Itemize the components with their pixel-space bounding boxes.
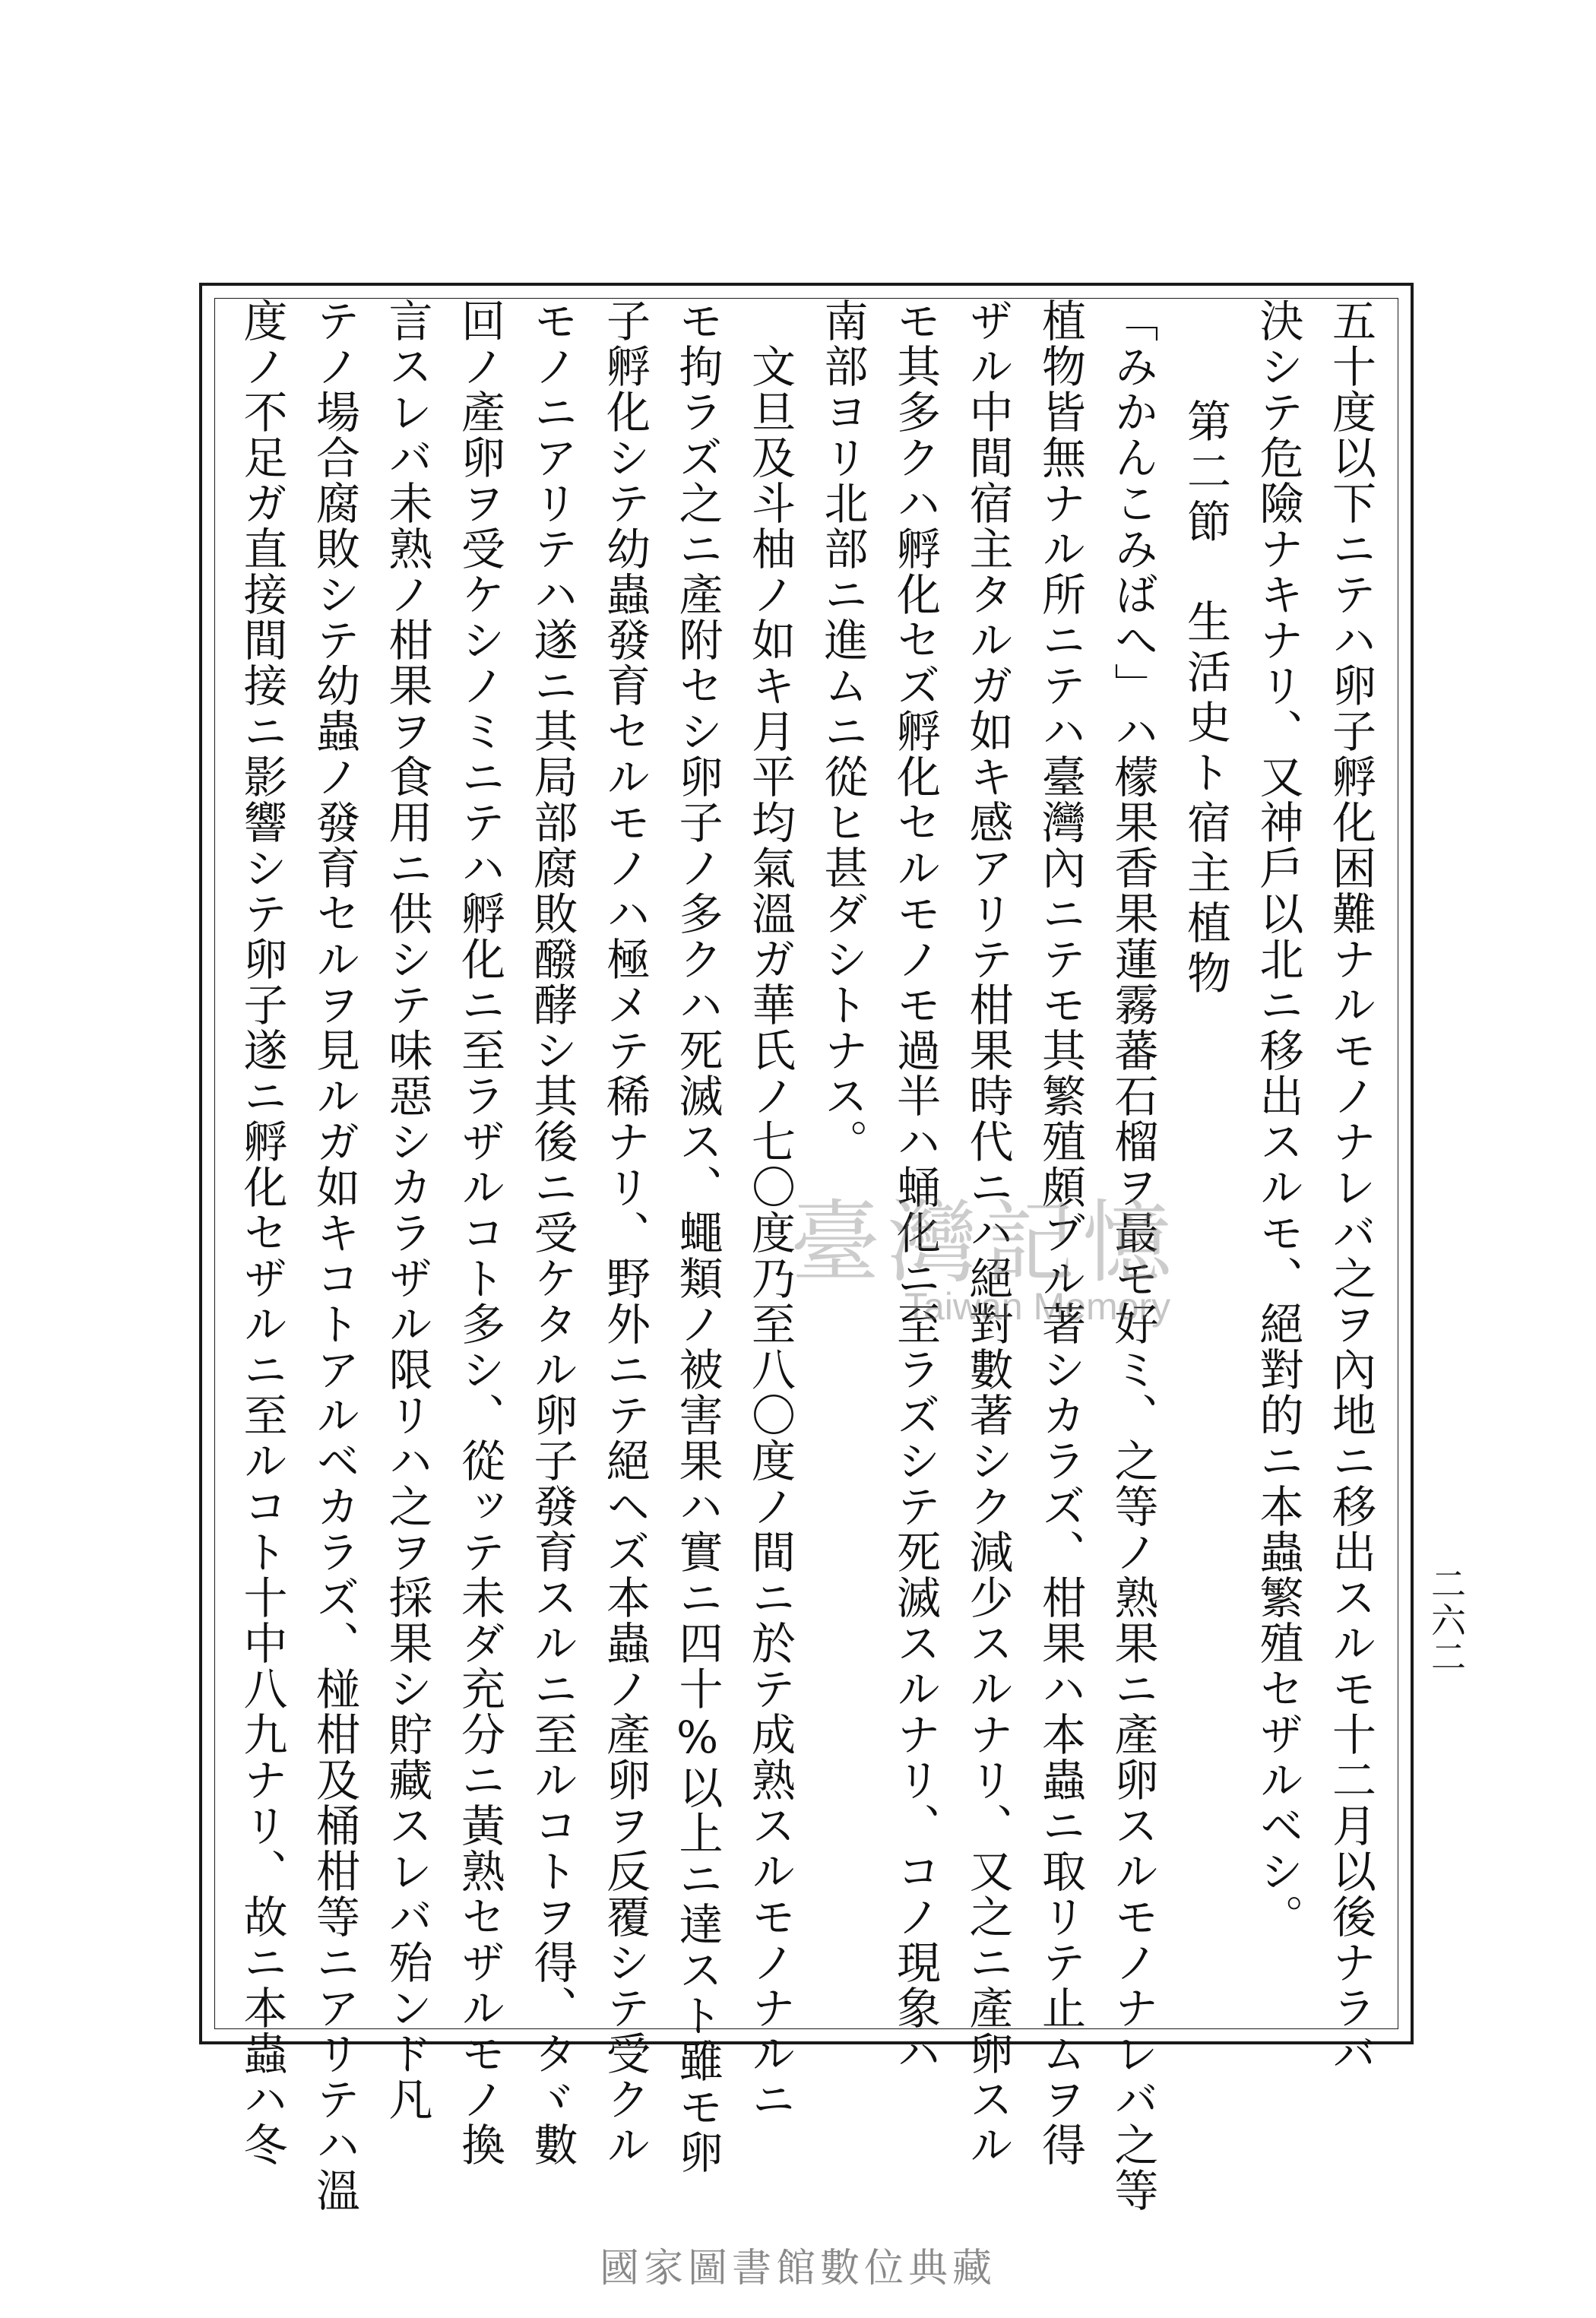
text-line: 「みかんこみばへ」ハ檬果香果蓮霧蕃石榴ヲ最モ好ミ、之等ノ熟果ニ產卵スルモノナレバ之等	[1107, 298, 1159, 2213]
text-line: 文旦及斗柚ノ如キ月平均氣溫ガ華氏ノ七〇度乃至八〇度ノ間ニ於テ成熟スルモノナルニ	[744, 298, 796, 2122]
text-line: 植物皆無ナル所ニテハ臺灣內ニテモ其繁殖頗ブル著シカラズ、柑果ハ本蟲ニ取リテ止ムヲ得	[1034, 298, 1086, 2168]
vertical-text-block	[228, 298, 1386, 2213]
section-heading: 第二節 生活史ト宿主植物	[1180, 298, 1231, 1000]
text-line: 回ノ產卵ヲ受ケシノミニテハ孵化ニ至ラザルコト多シ、從ッテ未ダ充分ニ黃熟セザルモノ換	[454, 298, 505, 2168]
text-line: テノ場合腐敗シテ幼蟲ノ發育セルヲ見ルガ如キコトアルベカラズ、椪柑及桶柑等ニアリテハ溫	[309, 298, 360, 2213]
text-line: 言スレバ未熟ノ柑果ヲ食用ニ供シテ味惡シカラザル限リハ之ヲ採果シ貯藏スレバ殆ンド凡	[381, 298, 433, 2122]
text-line: 五十度以下ニテハ卵子孵化困難ナルモノナレバ之ヲ內地ニ移出スルモ十二月以後ナラバ	[1325, 298, 1376, 2076]
text-line: モノニアリテハ遂ニ其局部腐敗醱酵シ其後ニ受ケタル卵子發育スルニ至ルコトヲ得、タヾ數	[526, 298, 578, 2168]
watermark-latin-text: Taiwan Memory	[904, 1285, 1171, 1328]
text-line: モ其多クハ孵化セズ孵化セルモノモ過半ハ蛹化ニ至ラズシテ死滅スルナリ、コノ現象ハ	[889, 298, 941, 2076]
footer-credit: 國家圖書館數位典藏	[599, 2246, 996, 2291]
watermark-cjk-text: 臺灣記憶	[790, 1190, 1180, 1295]
page-number: 二六二	[1426, 1566, 1467, 1675]
text-line: ザル中間宿主タルガ如キ感アリテ柑果時代ニハ絕對數著シク減少スルナリ、又之ニ產卵スル	[961, 298, 1014, 2168]
text-line: 度ノ不足ガ直接間接ニ影響シテ卵子遂ニ孵化セザルニ至ルコト十中八九ナリ、故ニ本蟲ハ冬	[236, 298, 288, 2168]
text-line: 子孵化シテ幼蟲發育セルモノハ極メテ稀ナリ、野外ニテ絕ヘズ本蟲ノ產卵ヲ反覆シテ受クル	[599, 298, 651, 2168]
text-line: 決シテ危險ナキナリ、又神戶以北ニ移出スルモ、絕對的ニ本蟲繁殖セザルベシ。	[1252, 298, 1304, 1940]
watermark-logo	[790, 1170, 1231, 1353]
text-line: モ拘ラズ之ニ產附セシ卵子ノ多クハ死滅ス、蠅類ノ被害果ハ實ニ四十%以上ニ達スト雖モ卵	[671, 298, 724, 2175]
text-line: 南部ヨリ北部ニ進ムニ從ヒ甚ダシトナス。	[816, 298, 869, 1164]
